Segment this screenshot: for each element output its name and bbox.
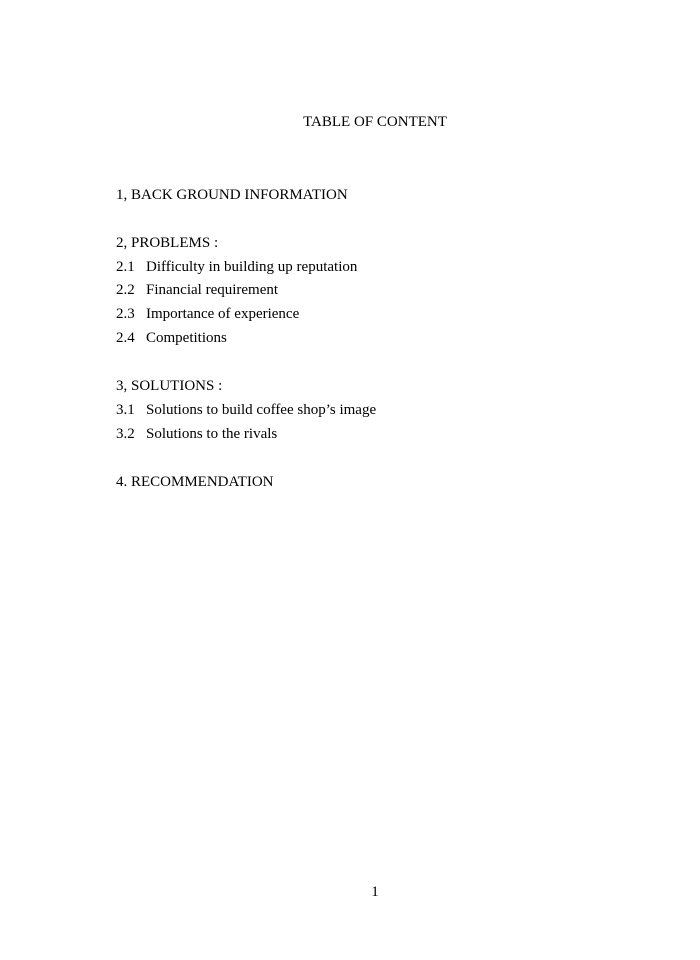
toc-entry-label: Difficulty in building up reputation (146, 259, 358, 275)
toc-entry-number: 2.1 (116, 259, 135, 275)
section-heading-solutions: 3, SOLUTIONS : (116, 378, 223, 394)
toc-entry-number: 3.2 (116, 426, 135, 442)
toc-entry (116, 401, 376, 419)
toc-entry (116, 425, 277, 443)
toc-entry (116, 329, 227, 347)
toc-entry-number: 2.3 (116, 306, 135, 322)
section-heading-problems: 2, PROBLEMS : (116, 235, 219, 251)
page-title: TABLE OF CONTENT (303, 114, 447, 130)
toc-entry-label: Financial requirement (146, 282, 279, 298)
toc-entry-number: 2.2 (116, 282, 135, 298)
toc-entry-label: Solutions to build coffee shop’s image (146, 402, 377, 418)
toc-entry-number: 3.1 (116, 402, 135, 418)
toc-entry (116, 305, 299, 323)
page-number: 1 (371, 884, 379, 900)
section-heading-background: 1, BACK GROUND INFORMATION (116, 187, 348, 203)
toc-entry-label: Importance of experience (146, 306, 300, 322)
toc-entry-label: Competitions (146, 330, 227, 346)
toc-entry (116, 258, 357, 276)
toc-entry (116, 281, 278, 299)
section-heading-recommendation: 4. RECOMMENDATION (116, 474, 274, 490)
toc-entry-label: Solutions to the rivals (146, 426, 278, 442)
toc-entry-number: 2.4 (116, 330, 135, 346)
